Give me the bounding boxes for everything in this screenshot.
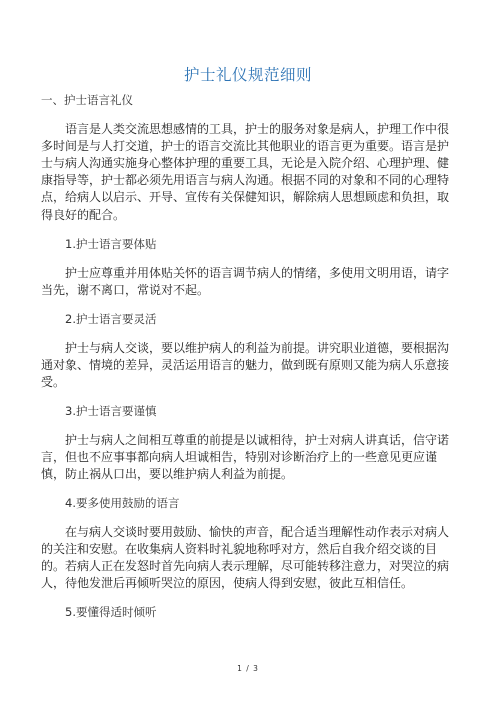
page-number: 1 / 3 — [237, 664, 259, 673]
item-line: 护士与病人之间相互尊重的前提是以诚相待，护士对病人讲真话，信守诺 — [65, 433, 450, 447]
item-line: 的。若病人正在发怒时首先向病人表示理解，尽可能转移注意力，对哭泣的病 — [41, 559, 450, 573]
item-line: 言，但也不应事事都向病人坦诚相告，特别对诊断治疗上的一些意见更应谨 — [41, 450, 438, 464]
item-line: 人，待他发泄后再倾听哭泣的原因，使病人得到安慰，彼此互相信任。 — [41, 576, 414, 590]
item-line: 当先，谢不离口，常说对不起。 — [41, 283, 210, 297]
item-line: 的关注和安慰。在收集病人资料时礼貌地称呼对方，然后自我介绍交谈的目 — [41, 542, 438, 556]
item-line: 慎，防止祸从口出，要以维护病人利益为前提。 — [41, 467, 294, 481]
item-heading: 4.要多使用鼓励的语言 — [65, 496, 180, 510]
section-heading: 一、护士语言礼仪 — [41, 93, 133, 107]
item-heading: 2.护士语言要灵活 — [65, 312, 157, 326]
item-heading: 5.要懂得适时倾听 — [65, 605, 157, 619]
item-heading: 1.护士语言要体贴 — [65, 237, 157, 251]
intro-line: 点，给病人以启示、开导、宣传有关保健知识，解除病人思想顾虑和负担，取 — [41, 190, 450, 204]
item-line: 护士与病人交谈，要以维护病人的利益为前提。讲究职业道德，要根据沟 — [65, 341, 450, 355]
intro-line: 得良好的配合。 — [41, 208, 126, 222]
item-line: 通对象、情境的差异，灵活运用语言的魅力，做到既有原则又能为病人乐意接 — [41, 358, 450, 372]
intro-line: 语言是人类交流思想感情的工具，护士的服务对象是病人，护理工作中很 — [65, 122, 450, 136]
item-line: 在与病人交谈时要用鼓励、愉快的声音，配合适当理解性动作表示对病人 — [65, 525, 450, 539]
item-line: 护士应尊重并用体贴关怀的语言调节病人的情绪，多使用文明用语，请字 — [65, 266, 450, 280]
document-title: 护士礼仪规范细则 — [183, 66, 312, 84]
intro-line: 士与病人沟通实施身心整体护理的重要工具，无论是入院介绍、心理护理、健 — [41, 156, 450, 170]
item-heading: 3.护士语言要谨慎 — [65, 404, 157, 418]
item-line: 受。 — [41, 375, 66, 389]
intro-line: 多时间是与人打交道，护士的语言交流比其他职业的语言更为重要。语言是护 — [41, 139, 450, 153]
intro-line: 康指导等，护士都必须先用语言与病人沟通。根据不同的对象和不同的心理特 — [41, 173, 450, 187]
